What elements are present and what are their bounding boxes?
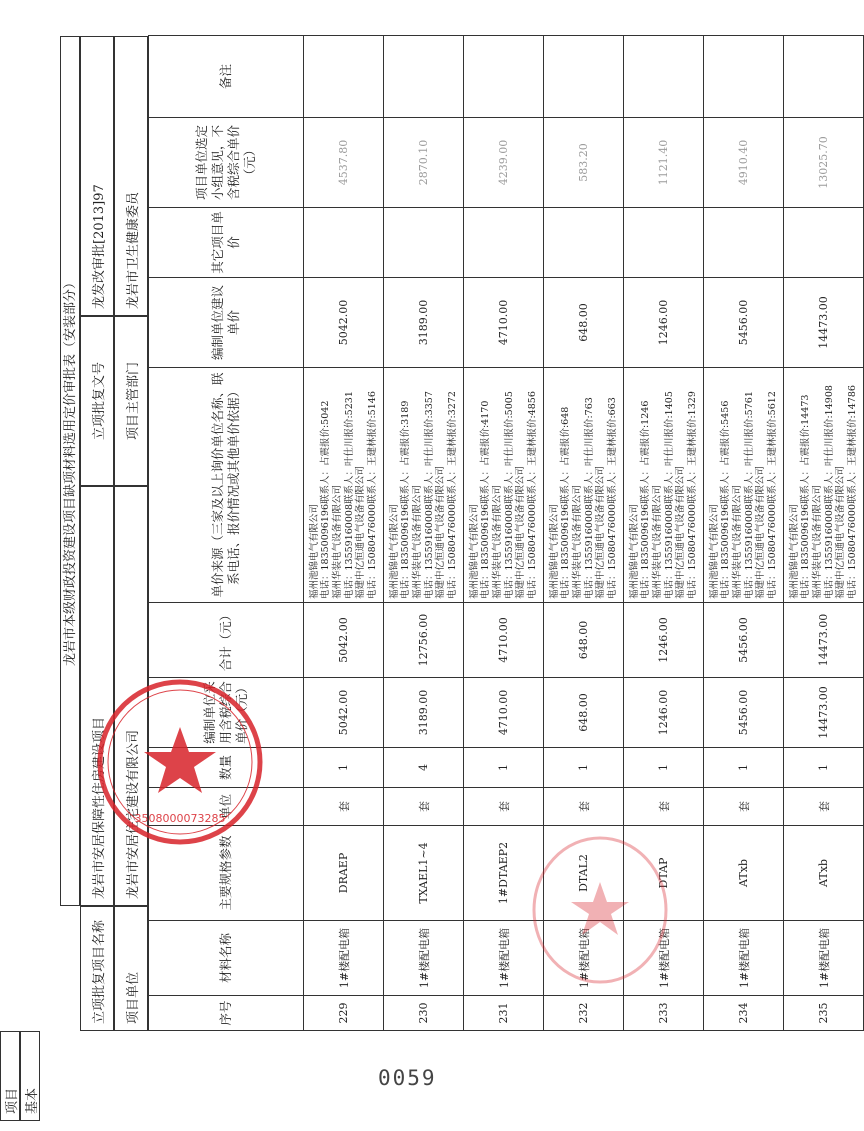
header-remark: 备注 bbox=[149, 36, 304, 118]
source-line: 电话：18350096196联系人：占震报价:14473 bbox=[800, 394, 812, 599]
source-line: 福州池锦电气有限公司 bbox=[548, 503, 560, 599]
source-line: 电话：13559160008联系人：叶仕川报价:763 bbox=[583, 397, 595, 599]
cell-suggest: 5456.00 bbox=[704, 278, 784, 368]
header-spec: 主要规格参数 bbox=[149, 826, 304, 921]
source-line: 福州池锦电气有限公司 bbox=[788, 503, 800, 599]
cell-remark bbox=[544, 36, 624, 118]
cell-unit-price: 1246.00 bbox=[624, 678, 704, 748]
cell-name: 1#楼配电箱 bbox=[704, 921, 784, 996]
cell-no: 229 bbox=[304, 996, 384, 1031]
cell-final: 4537.80 bbox=[304, 118, 384, 208]
cell-source bbox=[464, 368, 544, 603]
cell-no: 235 bbox=[784, 996, 864, 1031]
cell-unit-price: 4710.00 bbox=[464, 678, 544, 748]
header-final: 项目单位选定小组意见，不含税综合单价（元） bbox=[149, 118, 304, 208]
cell-remark bbox=[704, 36, 784, 118]
cell-source bbox=[624, 368, 704, 603]
source-line: 电话：15080476000联系人：王建林报价:3272 bbox=[446, 391, 458, 599]
cell-other bbox=[464, 208, 544, 278]
table-row bbox=[304, 36, 384, 1031]
dept-label: 项目主管部门 bbox=[114, 316, 148, 486]
source-line: 福州池锦电气有限公司 bbox=[468, 503, 480, 599]
header-suggest: 编制单位建议单价 bbox=[149, 278, 304, 368]
header-source: 单价来源（三家及以上询价单位名称、联系电话、报价情况或其他单价依据） bbox=[149, 368, 304, 603]
source-line: 福州华装电气设备有限公司 bbox=[571, 484, 583, 599]
cell-total: 12756.00 bbox=[384, 603, 464, 678]
cell-spec: ATxb bbox=[704, 826, 784, 921]
cell-unit-price: 14473.00 bbox=[784, 678, 864, 748]
source-line: 电话：13559160008联系人：叶仕川报价:14908 bbox=[823, 385, 835, 599]
cell-no: 233 bbox=[624, 996, 704, 1031]
cell-qty: 4 bbox=[384, 748, 464, 788]
header-name: 材料名称 bbox=[149, 921, 304, 996]
cell-total: 5042.00 bbox=[304, 603, 384, 678]
source-line: 福州华装电气设备有限公司 bbox=[651, 484, 663, 599]
source-line: 福建中亿恒通电气设备有限公司 bbox=[515, 465, 527, 599]
cell-unit: 套 bbox=[544, 788, 624, 826]
source-line: 福州华装电气设备有限公司 bbox=[331, 484, 343, 599]
source-line: 福州池锦电气有限公司 bbox=[308, 503, 320, 599]
source-line: 福建中亿恒通电气设备有限公司 bbox=[675, 465, 687, 599]
cell-other bbox=[624, 208, 704, 278]
cell-other bbox=[304, 208, 384, 278]
cell-unit: 套 bbox=[704, 788, 784, 826]
cell-unit-price: 648.00 bbox=[544, 678, 624, 748]
cell-name: 1#楼配电箱 bbox=[384, 921, 464, 996]
cell-source bbox=[704, 368, 784, 603]
dept-value: 龙岩市卫生健康委员 bbox=[114, 36, 148, 316]
header-other: 其它项目单价 bbox=[149, 208, 304, 278]
cell-total: 5456.00 bbox=[704, 603, 784, 678]
cell-remark bbox=[464, 36, 544, 118]
cell-source bbox=[784, 368, 864, 603]
source-line: 电话：13559160008联系人：叶仕川报价:1405 bbox=[663, 391, 675, 599]
cell-unit: 套 bbox=[784, 788, 864, 826]
table-row bbox=[784, 36, 864, 1031]
cell-qty: 1 bbox=[544, 748, 624, 788]
cell-other bbox=[704, 208, 784, 278]
cell-final: 583.20 bbox=[544, 118, 624, 208]
cell-suggest: 5042.00 bbox=[304, 278, 384, 368]
source-line: 电话：15080476000联系人：王建林报价:4856 bbox=[526, 391, 538, 599]
project-name-value: 龙岩市安居保障性住房建设项目 bbox=[80, 486, 114, 906]
source-line: 电话：18350096196联系人：占震报价:648 bbox=[560, 406, 572, 599]
source-line: 福建中亿恒通电气设备有限公司 bbox=[355, 465, 367, 599]
source-line: 福州华装电气设备有限公司 bbox=[411, 484, 423, 599]
source-line: 电话：15080476000联系人：王建林报价:663 bbox=[606, 397, 618, 599]
cell-name: 1#楼配电箱 bbox=[544, 921, 624, 996]
header-unit: 单位 bbox=[149, 788, 304, 826]
cell-final: 13025.70 bbox=[784, 118, 864, 208]
table-header-row bbox=[149, 36, 304, 1031]
cell-unit: 套 bbox=[464, 788, 544, 826]
cell-spec: ATxb bbox=[784, 826, 864, 921]
source-line: 电话：13559160008联系人：叶仕川报价:5005 bbox=[503, 391, 515, 599]
table-row bbox=[384, 36, 464, 1031]
source-line: 福建中亿恒通电气设备有限公司 bbox=[435, 465, 447, 599]
source-line: 电话：18350096196联系人：占震报价:5456 bbox=[720, 400, 732, 599]
cell-suggest: 4710.00 bbox=[464, 278, 544, 368]
source-line: 福州华装电气设备有限公司 bbox=[811, 484, 823, 599]
cell-spec: TXAEL1~4 bbox=[384, 826, 464, 921]
cell-no: 231 bbox=[464, 996, 544, 1031]
source-line: 电话：15080476000联系人：王建林报价:14786 bbox=[846, 385, 858, 599]
cell-final: 4910.40 bbox=[704, 118, 784, 208]
cell-name: 1#楼配电箱 bbox=[464, 921, 544, 996]
source-line: 电话：15080476000联系人：王建林报价:5146 bbox=[366, 391, 378, 599]
cell-unit: 套 bbox=[384, 788, 464, 826]
cell-source bbox=[544, 368, 624, 603]
document-title: 龙岩市本级财政投资建设项目缺项材料选用定价审批表（安装部分） bbox=[60, 36, 80, 906]
source-line: 福州华装电气设备有限公司 bbox=[731, 484, 743, 599]
cell-other bbox=[544, 208, 624, 278]
seal-code: 3508000073285 bbox=[134, 812, 226, 825]
source-line: 福建中亿恒通电气设备有限公司 bbox=[755, 465, 767, 599]
cell-unit: 套 bbox=[624, 788, 704, 826]
approval-no-value: 龙发改审批[2013]97 bbox=[80, 36, 114, 316]
cell-final: 1121.40 bbox=[624, 118, 704, 208]
source-line: 福州华装电气设备有限公司 bbox=[491, 484, 503, 599]
cell-total: 648.00 bbox=[544, 603, 624, 678]
cell-spec: DRAEP bbox=[304, 826, 384, 921]
cell-remark bbox=[784, 36, 864, 118]
cell-other bbox=[784, 208, 864, 278]
cell-qty: 1 bbox=[464, 748, 544, 788]
materials-table bbox=[148, 35, 864, 1031]
header-qty: 数量 bbox=[149, 748, 304, 788]
source-line: 电话：15080476000联系人：王建林报价:5612 bbox=[766, 391, 778, 599]
source-line: 电话：13559160008联系人：叶仕川报价:3357 bbox=[423, 391, 435, 599]
cell-other bbox=[384, 208, 464, 278]
cell-no: 232 bbox=[544, 996, 624, 1031]
header-unit-price: 编制单位采用含税综合单价（元） bbox=[149, 678, 304, 748]
cell-total: 4710.00 bbox=[464, 603, 544, 678]
cell-unit-price: 5042.00 bbox=[304, 678, 384, 748]
cell-final: 4239.00 bbox=[464, 118, 544, 208]
unit-value: 龙岩市安居住宅建设有限公司 bbox=[114, 486, 148, 906]
source-line: 电话：18350096196联系人：占震报价:5042 bbox=[320, 400, 332, 599]
source-line: 电话：13559160008联系人：叶仕川报价:5761 bbox=[743, 391, 755, 599]
source-line: 福州池锦电气有限公司 bbox=[628, 503, 640, 599]
cell-spec: 1#DTAEP2 bbox=[464, 826, 544, 921]
cell-qty: 1 bbox=[624, 748, 704, 788]
cell-remark bbox=[624, 36, 704, 118]
cell-total: 14473.00 bbox=[784, 603, 864, 678]
cell-qty: 1 bbox=[304, 748, 384, 788]
cell-source bbox=[384, 368, 464, 603]
cell-unit: 套 bbox=[304, 788, 384, 826]
cell-name: 1#楼配电箱 bbox=[784, 921, 864, 996]
unit-label: 项目单位 bbox=[114, 906, 148, 1031]
faded-seal-icon bbox=[525, 830, 675, 990]
source-line: 福州池锦电气有限公司 bbox=[388, 503, 400, 599]
cell-suggest: 648.00 bbox=[544, 278, 624, 368]
cell-unit-price: 3189.00 bbox=[384, 678, 464, 748]
cell-source bbox=[304, 368, 384, 603]
header-total: 合计（元） bbox=[149, 603, 304, 678]
header-no: 序号 bbox=[149, 996, 304, 1031]
source-line: 福建中亿恒通电气设备有限公司 bbox=[835, 465, 847, 599]
cell-remark bbox=[304, 36, 384, 118]
page-number: 0059 bbox=[378, 1066, 437, 1090]
cell-no: 230 bbox=[384, 996, 464, 1031]
cell-spec: DTAL2 bbox=[544, 826, 624, 921]
source-line: 福州池锦电气有限公司 bbox=[708, 503, 720, 599]
cell-suggest: 3189.00 bbox=[384, 278, 464, 368]
source-line: 电话：18350096196联系人：占震报价:3189 bbox=[400, 400, 412, 599]
cell-qty: 1 bbox=[784, 748, 864, 788]
company-seal-icon bbox=[90, 672, 270, 852]
cell-suggest: 14473.00 bbox=[784, 278, 864, 368]
cell-unit-price: 5456.00 bbox=[704, 678, 784, 748]
cell-no: 234 bbox=[704, 996, 784, 1031]
cell-spec: DTAP bbox=[624, 826, 704, 921]
cell-name: 1#楼配电箱 bbox=[304, 921, 384, 996]
cell-qty: 1 bbox=[704, 748, 784, 788]
cell-name: 1#楼配电箱 bbox=[624, 921, 704, 996]
cell-total: 1246.00 bbox=[624, 603, 704, 678]
cut-label-project: 项目 bbox=[0, 1031, 20, 1121]
approval-no-label: 立项批复文号 bbox=[80, 316, 114, 486]
source-line: 电话：18350096196联系人：占震报价:4170 bbox=[480, 400, 492, 599]
cell-remark bbox=[384, 36, 464, 118]
source-line: 福建中亿恒通电气设备有限公司 bbox=[595, 465, 607, 599]
cell-final: 2870.10 bbox=[384, 118, 464, 208]
cell-suggest: 1246.00 bbox=[624, 278, 704, 368]
project-name-label: 立项批复项目名称 bbox=[80, 906, 114, 1031]
cut-label-basic: 基本 bbox=[20, 1031, 40, 1121]
source-line: 电话：15080476000联系人：王建林报价:1329 bbox=[686, 391, 698, 599]
table-row bbox=[704, 36, 784, 1031]
source-line: 电话：13559160008联系人：叶仕川报价:5231 bbox=[343, 391, 355, 599]
source-line: 电话：18350096196联系人：占震报价:1246 bbox=[640, 400, 652, 599]
